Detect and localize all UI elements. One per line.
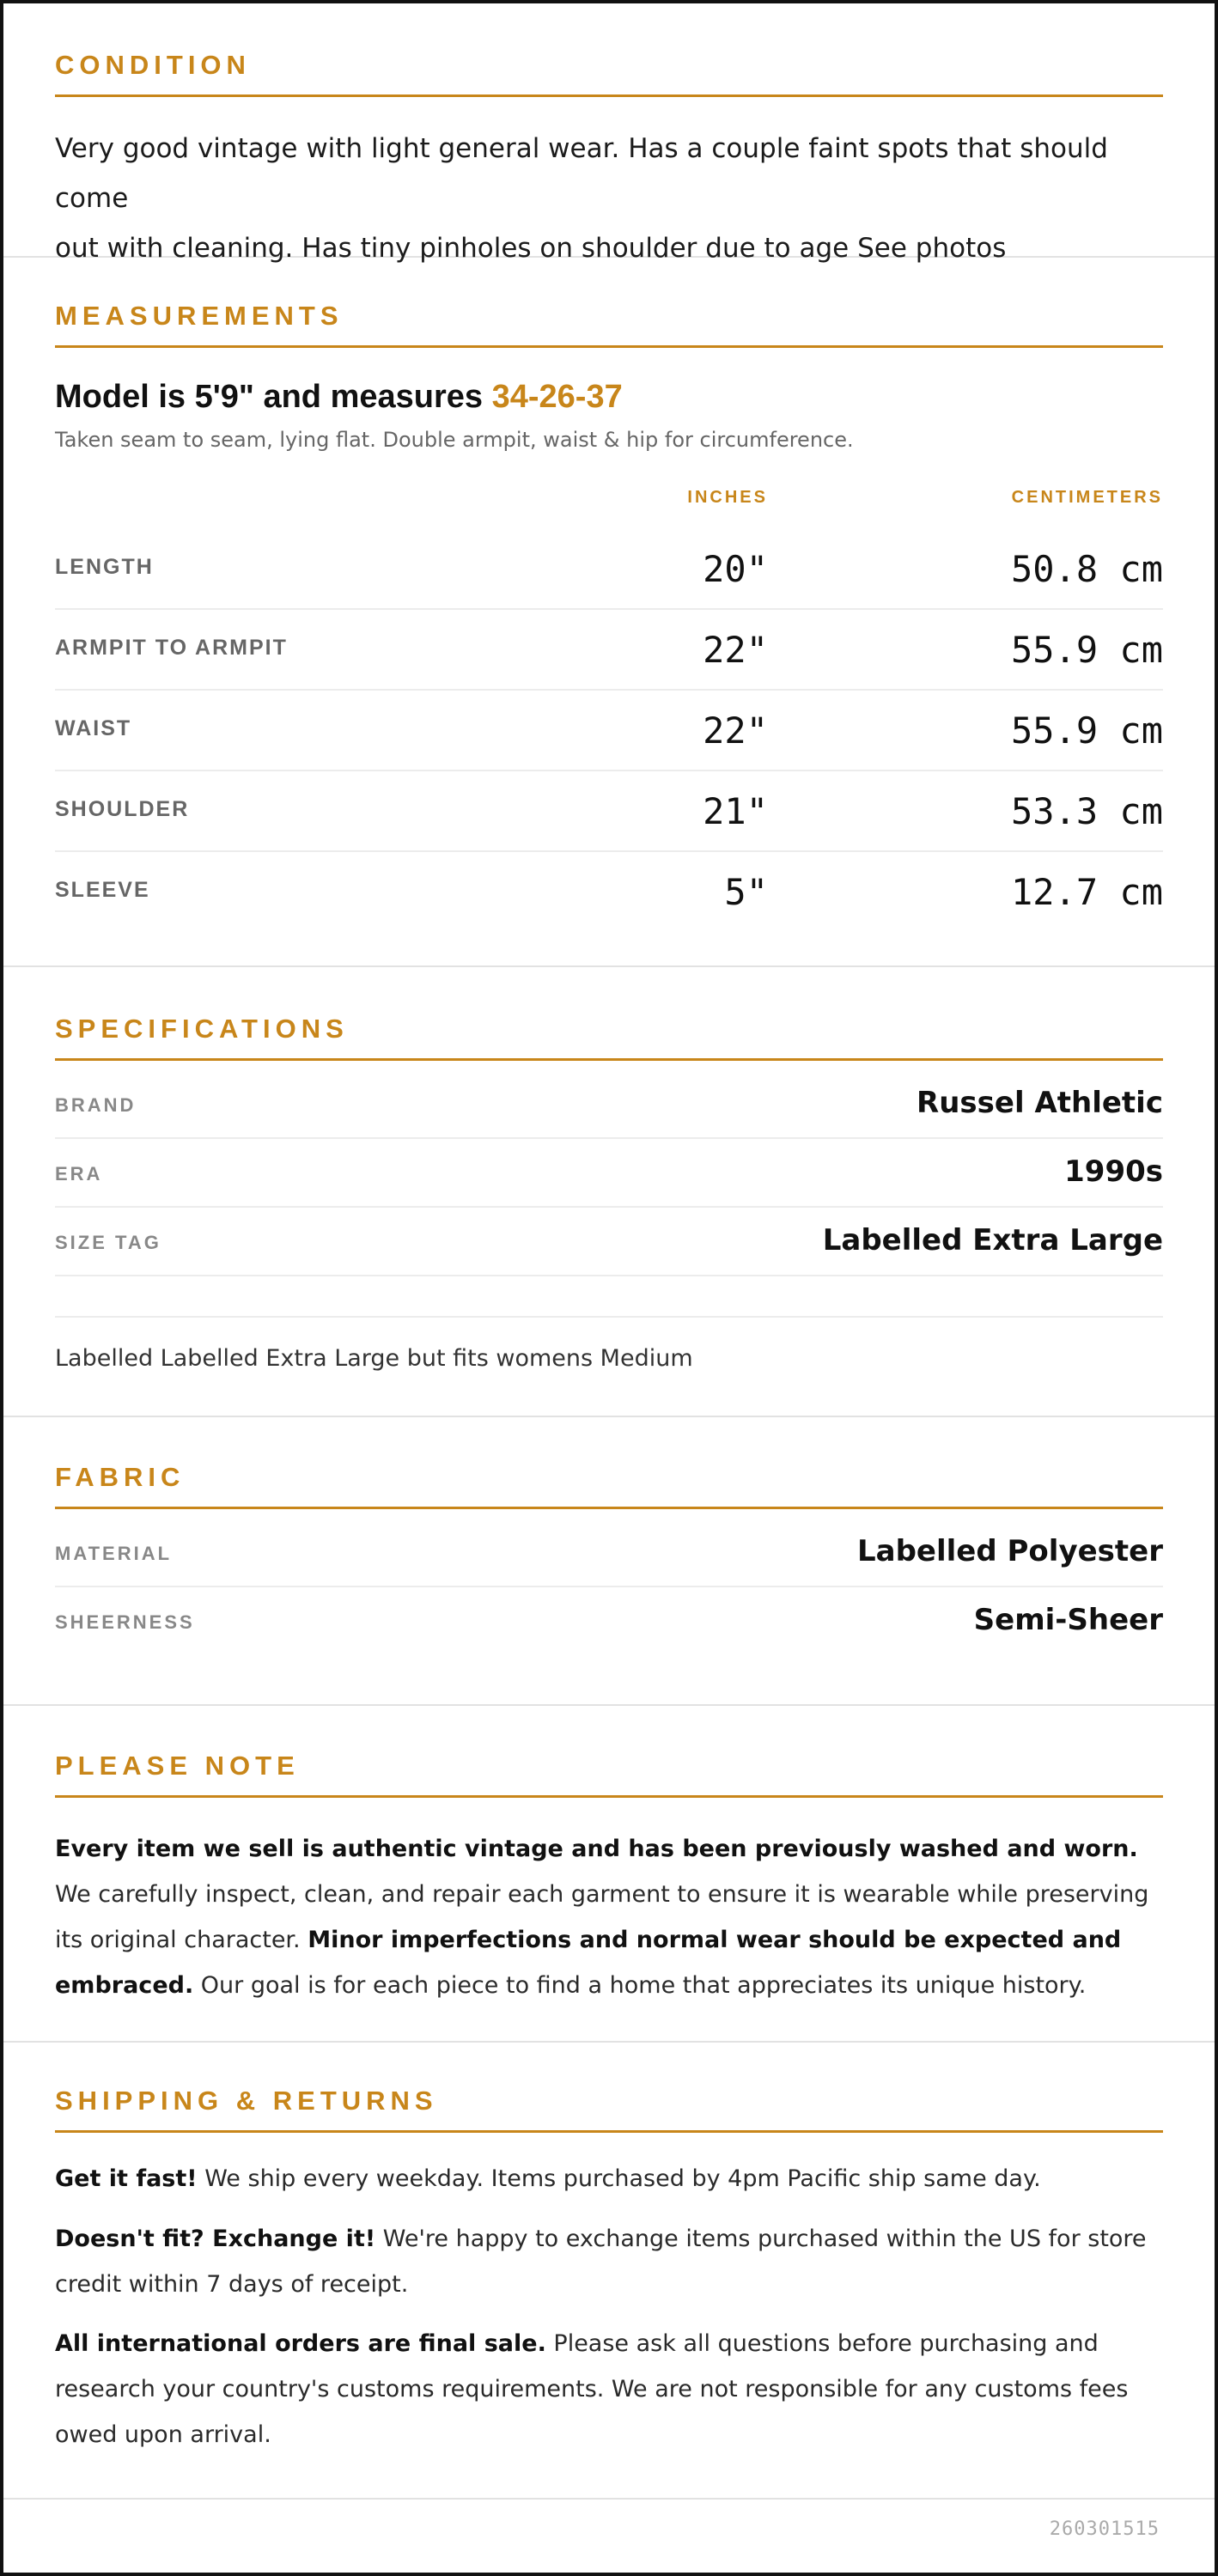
fabric-section — [3, 1417, 1215, 1706]
shipping-p2-bold: Doesn't fit? Exchange it! — [55, 2226, 376, 2252]
spec-label: SIZE TAG — [55, 1232, 161, 1253]
fabric-label: SHEERNESS — [55, 1611, 195, 1633]
condition-rule — [55, 94, 1163, 97]
model-measures: 34-26-37 — [491, 379, 623, 415]
shipping-p1-text: We ship every weekday. Items purchased by 4pm Pacific ship same day. — [197, 2165, 1041, 2192]
measurement-row-length — [55, 529, 1163, 610]
measurement-label: ARMPIT TO ARMPIT — [55, 636, 288, 660]
measurement-inches: 22" — [703, 629, 768, 671]
condition-heading: CONDITION — [55, 50, 251, 80]
condition-text-line1: Very good vintage with light general wear. Has a couple faint spots that should come — [55, 133, 1108, 214]
spec-label: BRAND — [55, 1094, 137, 1116]
please-note-text-2: Our goal is for each piece to find a home that appreciates its unique history. — [193, 1972, 1087, 1999]
measurements-rule — [55, 345, 1163, 348]
footer — [3, 2500, 1215, 2573]
fabric-heading: FABRIC — [55, 1462, 186, 1492]
shipping-heading: SHIPPING & RETURNS — [55, 2086, 438, 2116]
specifications-rule — [55, 1058, 1163, 1061]
col-inches-header: INCHES — [687, 488, 768, 507]
condition-section — [3, 3, 1215, 264]
measurement-cm: 12.7 cm — [1010, 871, 1163, 913]
col-cm-header: CENTIMETERS — [1011, 488, 1163, 507]
shipping-rule — [55, 2130, 1163, 2133]
spec-value: 1990s — [1064, 1154, 1163, 1189]
spec-note-divider — [55, 1316, 1163, 1318]
please-note-heading: PLEASE NOTE — [55, 1751, 300, 1781]
model-prefix: Model is 5'9" and measures — [55, 379, 492, 415]
spec-note: Labelled Labelled Extra Large but fits womens Medium — [55, 1345, 693, 1372]
measurement-label: SLEEVE — [55, 878, 150, 902]
fabric-row-material — [55, 1519, 1163, 1587]
fabric-value: Semi-Sheer — [973, 1603, 1163, 1637]
please-note-text-1: We carefully inspect, clean, and repair each garment to ensure it is wearable while preserving its original character. — [55, 1881, 1149, 1953]
measurement-cm: 55.9 cm — [1010, 629, 1163, 671]
spec-row-era — [55, 1139, 1163, 1208]
measurement-row-armpit — [55, 610, 1163, 691]
measurement-row-shoulder — [55, 771, 1163, 852]
specifications-heading: SPECIFICATIONS — [55, 1014, 349, 1044]
shipping-section — [3, 2043, 1215, 2500]
condition-text — [55, 124, 1163, 273]
shipping-p2-text: We're happy to exchange items purchased within the US for store credit within 7 days of receipt. — [55, 2226, 1147, 2298]
shipping-paragraph-2 — [55, 2216, 1163, 2307]
measurements-note: Taken seam to seam, lying flat. Double armpit, waist & hip for circumference. — [55, 428, 854, 452]
measurements-heading: MEASUREMENTS — [55, 301, 344, 331]
shipping-p3-bold: All international orders are final sale. — [55, 2330, 546, 2357]
measurements-section — [3, 258, 1215, 967]
please-note-rule — [55, 1795, 1163, 1798]
measurement-cm: 55.9 cm — [1010, 709, 1163, 752]
shipping-p3-text: Please ask all questions before purchasing and research your country's customs requirements. We are not responsible for any customs fees owed upon arrival. — [55, 2330, 1129, 2448]
measurement-row-waist — [55, 691, 1163, 771]
measurement-label: SHOULDER — [55, 797, 190, 821]
measurement-row-sleeve — [55, 852, 1163, 933]
specifications-section — [3, 967, 1215, 1417]
measurement-label: LENGTH — [55, 555, 154, 579]
spec-row-brand — [55, 1070, 1163, 1139]
spec-value: Russel Athletic — [917, 1086, 1163, 1120]
measurement-inches: 22" — [703, 709, 768, 752]
shipping-p1-bold: Get it fast! — [55, 2165, 198, 2192]
spec-value: Labelled Extra Large — [822, 1223, 1163, 1258]
spec-label: ERA — [55, 1163, 103, 1184]
please-note-bold-2: Minor imperfections and normal wear should be expected and embraced. — [55, 1927, 1122, 1999]
measurements-columns — [55, 488, 1163, 514]
measurement-inches: 21" — [703, 790, 768, 832]
fabric-row-sheerness — [55, 1587, 1163, 1656]
fabric-rule — [55, 1507, 1163, 1509]
spec-row-size-tag — [55, 1208, 1163, 1276]
shipping-paragraph-1 — [55, 2156, 1163, 2201]
please-note-section — [3, 1706, 1215, 2043]
condition-text-line2: out with cleaning. Has tiny pinholes on shoulder due to age See photos — [55, 233, 1007, 264]
model-line — [55, 376, 1163, 417]
please-note-text — [55, 1826, 1163, 2008]
fabric-value: Labelled Polyester — [856, 1534, 1163, 1568]
measurement-inches: 20" — [703, 548, 768, 590]
measurement-label: WAIST — [55, 716, 132, 740]
footer-code: 260301515 — [1049, 2518, 1160, 2540]
measurement-cm: 53.3 cm — [1010, 790, 1163, 832]
fabric-label: MATERIAL — [55, 1543, 173, 1564]
please-note-bold-1: Every item we sell is authentic vintage and has been previously washed and worn. — [55, 1836, 1138, 1862]
measurement-cm: 50.8 cm — [1010, 548, 1163, 590]
measurement-inches: 5" — [724, 871, 768, 913]
shipping-paragraph-3 — [55, 2321, 1163, 2457]
